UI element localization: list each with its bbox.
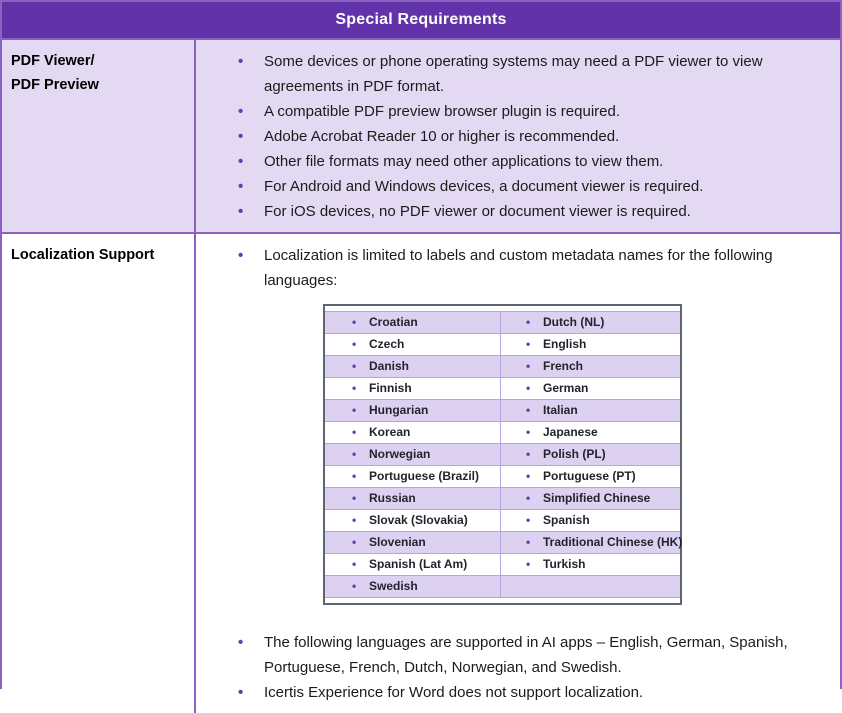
language-cell: • Spanish (Lat Am) [325, 554, 500, 575]
language-cell: • Croatian [325, 312, 500, 333]
language-row [325, 377, 680, 399]
table-title: Special Requirements [335, 11, 507, 28]
language-cell: • Simplified Chinese [500, 488, 680, 509]
language-cell: • Slovenian [325, 532, 500, 553]
language-table-bottom-spacer [325, 597, 680, 603]
language-cell: • German [500, 378, 680, 399]
language-row [325, 487, 680, 509]
language-cell: • Finnish [325, 378, 500, 399]
bullet-item: • For Android and Windows devices, a document viewer is required. [236, 174, 820, 199]
row-label-line: Localization Support [11, 247, 155, 263]
bullet-item: • Adobe Acrobat Reader 10 or higher is recommended. [236, 124, 820, 149]
row-label-pdf-viewer [2, 40, 196, 232]
bullet-item: • Some devices or phone operating systems may need a PDF viewer to view agreements in PDF format. [236, 49, 820, 99]
bullet-item: • A compatible PDF preview browser plugin is required. [236, 99, 820, 124]
language-cell: • Korean [325, 422, 500, 443]
language-row [325, 509, 680, 531]
row-label-localization [2, 234, 196, 713]
language-cell: • Italian [500, 400, 680, 421]
language-cell: • Slovak (Slovakia) [325, 510, 500, 531]
language-row [325, 333, 680, 355]
language-cell: • Czech [325, 334, 500, 355]
row-label-line: PDF Preview [11, 77, 99, 93]
language-cell: • Danish [325, 356, 500, 377]
row-content-localization [196, 234, 840, 713]
language-row [325, 575, 680, 597]
language-cell: • Norwegian [325, 444, 500, 465]
language-support-table [323, 304, 682, 605]
language-cell: • Japanese [500, 422, 680, 443]
bullet-item: • Icertis Experience for Word does not support localization. [236, 680, 820, 705]
language-cell: • Portuguese (Brazil) [325, 466, 500, 487]
bullet-list [236, 49, 820, 224]
language-cell: • English [500, 334, 680, 355]
language-row [325, 531, 683, 553]
language-cell: • Hungarian [325, 400, 500, 421]
language-cell: • Portuguese (PT) [500, 466, 680, 487]
language-row [325, 399, 680, 421]
row-label-line: PDF Viewer/ [11, 53, 95, 69]
language-cell: • Russian [325, 488, 500, 509]
bullet-list [236, 630, 820, 705]
language-cell: • Dutch (NL) [500, 312, 680, 333]
language-row [325, 421, 680, 443]
language-cell: • Traditional Chinese (HK) [500, 532, 682, 553]
language-row [325, 355, 680, 377]
row-pdf-viewer [2, 38, 840, 232]
language-cell: • Turkish [500, 554, 680, 575]
table-header-row [2, 2, 840, 38]
bullet-item: • The following languages are supported in AI apps – English, German, Spanish, Portuguese, French, Dutch, Norwegian, and Swedish. [236, 630, 820, 680]
language-row [325, 553, 680, 575]
language-cell: • Swedish [325, 576, 500, 597]
row-content-pdf-viewer [196, 40, 840, 232]
bullet-item: • For iOS devices, no PDF viewer or document viewer is required. [236, 199, 820, 224]
language-cell: • French [500, 356, 680, 377]
row-localization-support [2, 232, 840, 713]
language-cell: • Spanish [500, 510, 680, 531]
language-cell [500, 576, 680, 597]
language-cell: • Polish (PL) [500, 444, 680, 465]
language-row [325, 465, 680, 487]
language-row [325, 443, 680, 465]
bullet-item: • Localization is limited to labels and custom metadata names for the following languages: [236, 243, 820, 293]
bullet-item: • Other file formats may need other applications to view them. [236, 149, 820, 174]
language-row [325, 311, 680, 333]
bullet-list [236, 243, 820, 293]
